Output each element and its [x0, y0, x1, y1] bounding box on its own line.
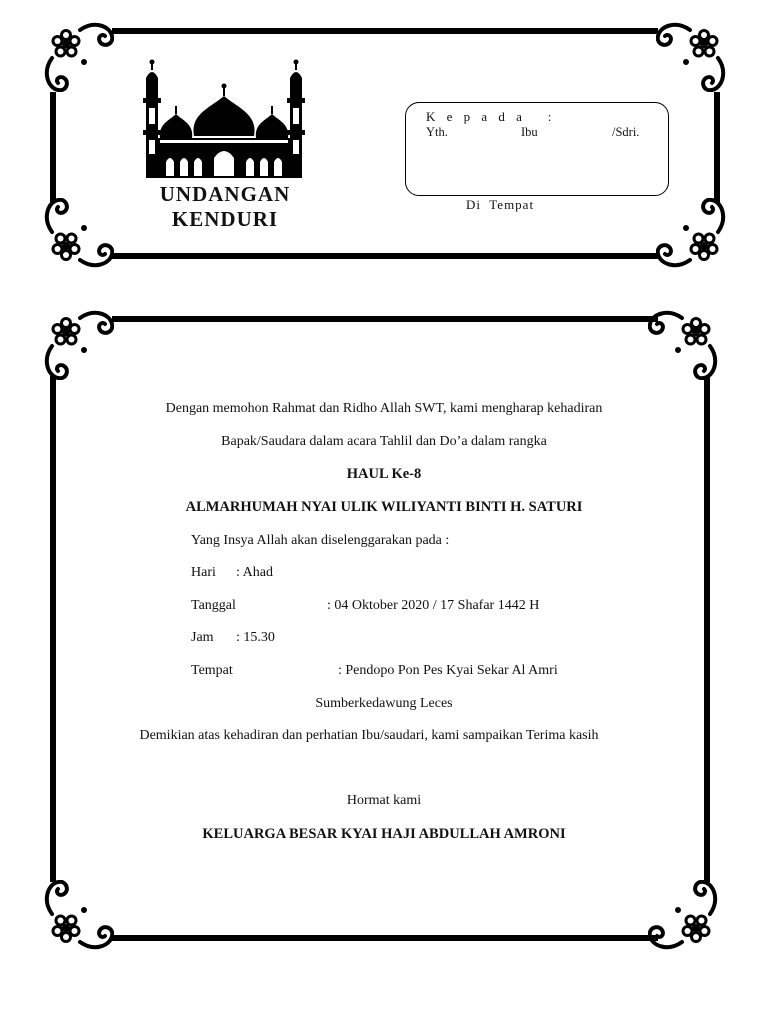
corner-ornament-icon	[44, 310, 114, 380]
corner-ornament-icon	[648, 880, 718, 950]
left-border	[50, 92, 56, 202]
detail-label-tempat: Tempat	[191, 663, 233, 678]
di-tempat-label: Di Tempat	[466, 197, 535, 212]
detail-value-tempat: : Pendopo Pon Pes Kyai Sekar Al Amri	[338, 663, 558, 678]
event-title: HAUL Ke-8	[346, 466, 422, 482]
page-title	[140, 182, 310, 232]
detail-label-jam: Jam	[191, 630, 214, 645]
opening-line-2: Bapak/Saudara dalam acara Tahlil dan Do’a dalam rangka	[221, 434, 547, 449]
title-line-1: UNDANGAN	[159, 182, 291, 206]
top-border	[112, 28, 658, 34]
signature-line: KELUARGA BESAR KYAI HAJI ABDULLAH AMRONI	[202, 826, 566, 842]
kepada-label: K e p a d a :	[426, 109, 556, 124]
mosque-icon	[140, 58, 308, 178]
title-line-2: KENDURI	[171, 207, 279, 231]
detail-value-jam: : 15.30	[236, 630, 275, 645]
detail-value-tanggal: : 04 Oktober 2020 / 17 Shafar 1442 H	[327, 598, 540, 613]
sdri-label: /Sdri.	[612, 125, 640, 139]
corner-ornament-icon	[648, 310, 718, 380]
right-border	[714, 92, 720, 202]
regards-line: Hormat kami	[346, 793, 422, 808]
deceased-name: ALMARHUMAH NYAI ULIK WILIYANTI BINTI H. SATURI	[185, 499, 583, 515]
detail-label-tanggal: Tanggal	[191, 598, 236, 613]
recipient-box	[405, 102, 669, 196]
bottom-border	[112, 935, 658, 941]
yth-label: Yth.	[426, 125, 448, 139]
detail-label-hari: Hari	[191, 565, 216, 580]
top-border	[112, 316, 658, 322]
detail-value-hari: : Ahad	[236, 565, 273, 580]
place-continued: Sumberkedawung Leces	[315, 696, 453, 711]
closing-line: Demikian atas kehadiran dan perhatian Ibu/saudari, kami sampaikan Terima kasih	[139, 728, 599, 743]
opening-line-1: Dengan memohon Rahmat dan Ridho Allah SWT, kami mengharap kehadiran	[165, 401, 603, 416]
ibu-label: Ibu	[521, 125, 538, 139]
intro-line: Yang Insya Allah akan diselenggarakan pada :	[191, 533, 450, 548]
corner-ornament-icon	[44, 22, 114, 92]
corner-ornament-icon	[44, 198, 114, 268]
bottom-border	[112, 253, 658, 259]
corner-ornament-icon	[656, 198, 726, 268]
corner-ornament-icon	[44, 880, 114, 950]
corner-ornament-icon	[656, 22, 726, 92]
